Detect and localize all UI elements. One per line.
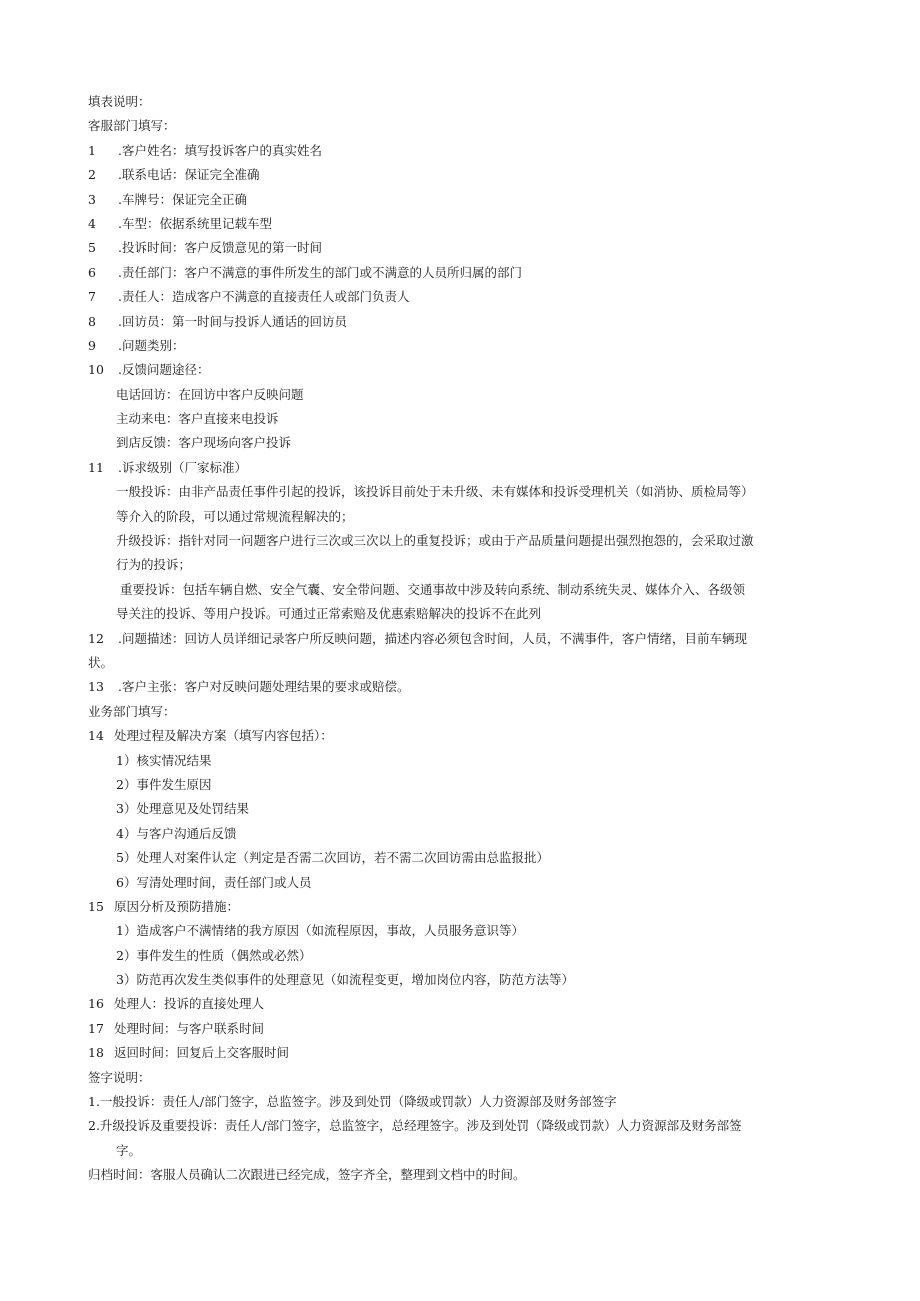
item-text: .车型：依据系统里记载车型 [118, 215, 272, 231]
list-item [88, 334, 828, 358]
item12-continuation: 状。 [88, 654, 114, 670]
section-heading-biz: 业务部门填写： [88, 703, 176, 719]
list-item [88, 456, 828, 480]
sub-item: 1）核实情况结果 [116, 752, 212, 768]
list-item [88, 212, 828, 236]
item-number: 2 [88, 167, 96, 183]
list-item [88, 236, 828, 260]
item-number: 13 [88, 679, 104, 695]
level-important-line2: 导关注的投诉、等用户投诉。可通过正常索赔及优惠索赔解决的投诉不在此列 [116, 606, 542, 622]
item-number: 4 [88, 215, 96, 231]
sub-item: 2）事件发生原因 [116, 776, 212, 792]
list-item [88, 1017, 828, 1041]
item-text: .客户姓名：填写投诉客户的真实姓名 [118, 142, 322, 158]
item-text: 返回时间：回复后上交客服时间 [114, 1045, 290, 1061]
item-text: .投诉时间：客户反馈意见的第一时间 [118, 240, 322, 256]
list-item [88, 310, 828, 334]
level-upgrade-line2: 行为的投诉； [116, 557, 192, 573]
section-heading-sign: 签字说明： [88, 1069, 151, 1085]
sign-rule-general: 1.一般投诉：责任人/部门签字，总监签字。涉及到处罚（降级或罚款）人力资源部及财务部签字 [88, 1094, 617, 1110]
list-item [88, 675, 828, 699]
sub-item: 5）处理人对案件认定（判定是否需二次回访，若不需二次回访需由总监报批） [116, 850, 549, 866]
item-text: .联系电话：保证完全准确 [118, 167, 260, 183]
item-number: 7 [88, 289, 96, 305]
item-number: 8 [88, 313, 96, 329]
item-number: 3 [88, 191, 96, 207]
item-text: .责任部门：客户不满意的事件所发生的部门或不满意的人员所归属的部门 [118, 264, 522, 280]
item-text: .诉求级别（厂家标准） [118, 459, 247, 475]
sub-item: 1）造成客户不满情绪的我方原因（如流程原因，事故，人员服务意识等） [116, 923, 524, 939]
sub-item: 3）处理意见及处罚结果 [116, 801, 249, 817]
item-number: 1 [88, 142, 96, 158]
item-number: 9 [88, 337, 96, 353]
document-body [88, 90, 828, 1188]
sign-rule-upgrade-line1: 2.升级投诉及重要投诉：责任人/部门签字，总监签字，总经理签字。涉及到处罚（降级或罚款）人力资源部及财务部签 [88, 1118, 742, 1134]
item-number: 11 [88, 459, 104, 475]
list-item [88, 139, 828, 163]
level-general-line1: 一般投诉：由非产品责任事件引起的投诉，该投诉目前处于未升级、未有媒体和投诉受理机关（如消协、质检局等） [116, 484, 754, 500]
doc-title: 填表说明： [88, 94, 151, 109]
section-heading-cs: 客服部门填写： [88, 118, 176, 134]
item-text: .回访员：第一时间与投诉人通话的回访员 [118, 313, 347, 329]
item-text: 原因分析及预防措施： [114, 898, 240, 914]
sub-item: 4）与客户沟通后反馈 [116, 825, 237, 841]
list-item [88, 992, 828, 1016]
level-general-line2: 等介入的阶段，可以通过常规流程解决的； [116, 508, 354, 524]
item-text: .问题描述：回访人员详细记录客户所反映问题，描述内容必须包含时间，人员，不满事件，客户情绪，目前车辆现 [118, 630, 747, 646]
level-important-line1: 重要投诉：包括车辆自燃、安全气囊、安全带问题、交通事故中涉及转向系统、制动系统失灵、媒体介入、各级领 [120, 581, 746, 597]
list-item [88, 261, 828, 285]
item-number: 6 [88, 264, 96, 280]
list-item [88, 724, 828, 748]
sub-item: 6）写清处理时间，责任部门或人员 [116, 874, 312, 890]
channel-phone: 电话回访：在回访中客户反映问题 [116, 386, 304, 402]
item-text: .问题类别： [118, 337, 185, 353]
item-text: .反馈问题途径： [118, 362, 210, 378]
list-item [88, 285, 828, 309]
item-text: .责任人：造成客户不满意的直接责任人或部门负责人 [118, 289, 410, 305]
sub-item: 2）事件发生的性质（偶然或必然） [116, 947, 312, 963]
sub-item: 3）防范再次发生类似事件的处理意见（如流程变更，增加岗位内容，防范方法等） [116, 972, 574, 988]
list-item [88, 358, 828, 382]
item-number: 5 [88, 240, 96, 256]
list-item [88, 188, 828, 212]
item-text: 处理过程及解决方案（填写内容包括）： [114, 728, 333, 744]
item-number: 18 [88, 1045, 104, 1061]
item-number: 12 [88, 630, 104, 646]
channel-call-in: 主动来电：客户直接来电投诉 [116, 411, 279, 427]
item-text: .车牌号：保证完全正确 [118, 191, 247, 207]
item-number: 15 [88, 898, 104, 914]
list-item [88, 1041, 828, 1065]
list-item [88, 895, 828, 919]
item-number: 10 [88, 362, 104, 378]
item-number: 16 [88, 996, 104, 1012]
item-text: 处理人：投诉的直接处理人 [114, 996, 265, 1012]
item-text: .客户主张：客户对反映问题处理结果的要求或赔偿。 [118, 679, 410, 695]
archive-time-note: 归档时间：客服人员确认二次跟进已经完成，签字齐全，整理到文档中的时间。 [88, 1167, 526, 1183]
list-item [88, 627, 828, 651]
list-item [88, 163, 828, 187]
channel-in-store: 到店反馈：客户现场向客户投诉 [116, 435, 292, 451]
level-upgrade-line1: 升级投诉：指针对同一问题客户进行三次或三次以上的重复投诉；或由于产品质量问题提出强烈抱怨的，会采取过激 [116, 533, 754, 549]
sign-rule-upgrade-line2: 字。 [116, 1142, 142, 1158]
item-text: 处理时间：与客户联系时间 [114, 1020, 265, 1036]
item-number: 17 [88, 1020, 104, 1036]
item-number: 14 [88, 728, 104, 744]
